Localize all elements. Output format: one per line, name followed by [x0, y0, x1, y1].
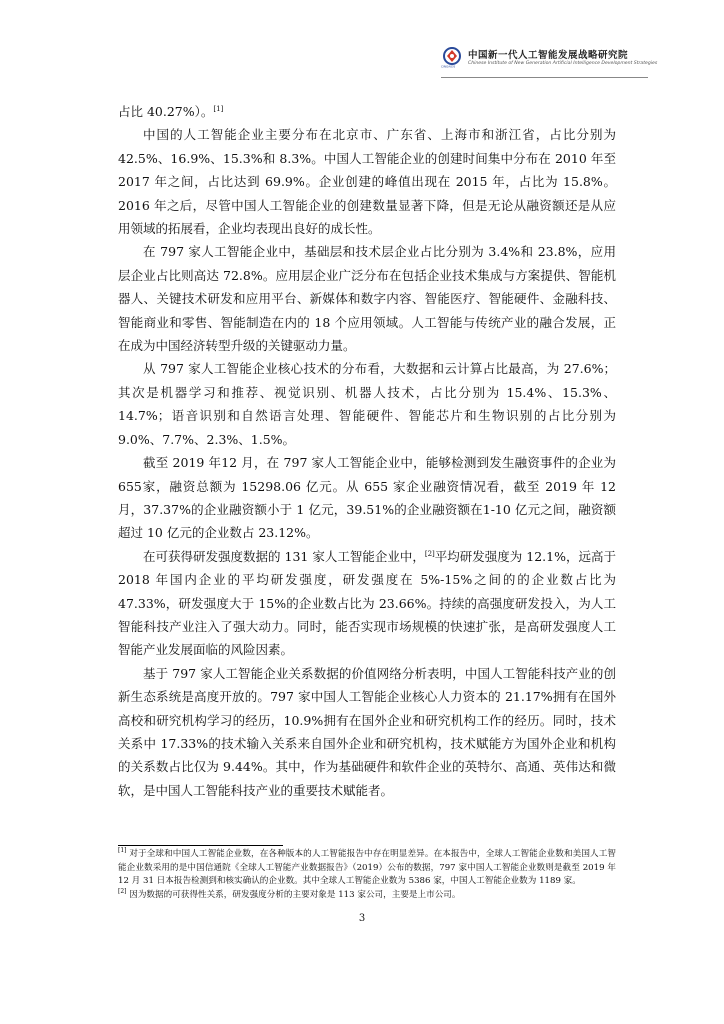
footnote: [1] 对于全球和中国人工智能企业数，在各种版本的人工智能报告中存在明显差异。在本报告中，全球人工智能企业数和美国人工智能企业数采用的是中国信通院《全球人工智能产业数据报告》（2019）公布的数据，797 家中国人工智能企业数则是截至 2019 年 12 月 31 日本报告检测到和核实确认的企业数。其中全球人工智能企业数为 5386 家，中国人工智能企业数为 1189 家。: [118, 847, 616, 886]
footnote: [2] 因为数据的可获得性关系，研发强度分析的主要对象是 113 家公司，主要是上市公司。: [118, 887, 461, 900]
paragraph: 截至 2019 年12 月，在 797 家人工智能企业中，能够检测到发生融资事件的企业为 655家，融资总额为 15298.06 亿元。从 655 家企业融资情况看，截至 2019 年 12 月，37.37%的企业融资额小于 1 亿元，39.51%的企业融资额在1-10 亿元之间，融资额超过 10 亿元的企业数占 23.12%。: [118, 455, 616, 541]
footnote-ref: [2]: [424, 549, 435, 558]
paragraph: 占比 40.27%）。[1]: [118, 104, 224, 119]
footnotes: [118, 848, 616, 902]
org-name-en: Chinese Institute of New Generation Artificial Intelligence Development Strategies: [468, 61, 658, 66]
footnote-ref: [1]: [213, 105, 224, 113]
page-header: [441, 42, 658, 74]
footnote-divider: [118, 845, 283, 846]
page-number: 3: [358, 913, 366, 924]
paragraph: 从 797 家人工智能企业核心技术的分布看，大数据和云计算占比最高，为 27.6%；其次是机器学习和推荐、视觉识别、机器人技术，占比分别为 15.4%、15.3%、14.7%；语音识别和自然语言处理、智能硬件、智能芯片和生物识别的占比分别为 9.0%、7.7%、2.3%、1.5%。: [118, 361, 616, 447]
paragraph: 在可获得研发强度数据的 131 家人工智能企业中，[2]平均研发强度为 12.1%，远高于 2018 年国内企业的平均研发强度，研发强度在 5%-15%之间的的企业数占比为 47.33%，研发强度大于 15%的企业数占比为 23.66%。持续的高强度研发投入，为人工智能科技产业注入了强大动力。同时，能否实现市场规模的快速扩张，是高研发强度人工智能产业发展面临的风险因素。: [118, 548, 616, 658]
main-body: [118, 100, 616, 802]
logo-label: CINGAIDS: [441, 64, 456, 68]
org-name-cn: 中国新一代人工智能发展战略研究院: [468, 50, 629, 61]
paragraph: 在 797 家人工智能企业中，基础层和技术层企业占比分别为 3.4%和 23.8%，应用层企业占比则高达 72.8%。应用层企业广泛分布在包括企业技术集成与方案提供、智能机器人、关键技术研发和应用平台、新媒体和数字内容、智能医疗、智能硬件、金融科技、智能商业和零售、智能制造在内的 18 个应用领域。人工智能与传统产业的融合发展，正在成为中国经济转型升级的关键驱动力量。: [118, 244, 616, 354]
paragraph: 中国的人工智能企业主要分布在北京市、广东省、上海市和浙江省，占比分别为 42.5%、16.9%、15.3%和 8.3%。中国人工智能企业的创建时间集中分布在 2010 年至 2017 年之间，占比达到 69.9%。企业创建的峰值出现在 2015 年，占比为 15.8%。2016 年之后，尽管中国人工智能企业的创建数量显著下降，但是无论从融资额还是从应用领域的拓展看，企业均表现出良好的成长性。: [118, 127, 616, 237]
header-divider: [441, 77, 648, 78]
paragraph: 基于 797 家人工智能企业关系数据的价值网络分析表明，中国人工智能科技产业的创新生态系统是高度开放的。797 家中国人工智能企业核心人力资本的 21.17%拥有在国外高校和研究机构学习的经历，10.9%拥有在国外企业和研究机构工作的经历。同时，技术关系中 17.33%的技术输入关系来自国外企业和研究机构，技术赋能方为国外企业和机构的关系数占比仅为 9.44%。其中，作为基础硬件和软件企业的英特尔、高通、英伟达和微软，是中国人工智能科技产业的重要技术赋能者。: [118, 665, 616, 798]
institute-logo-icon: [441, 46, 465, 68]
